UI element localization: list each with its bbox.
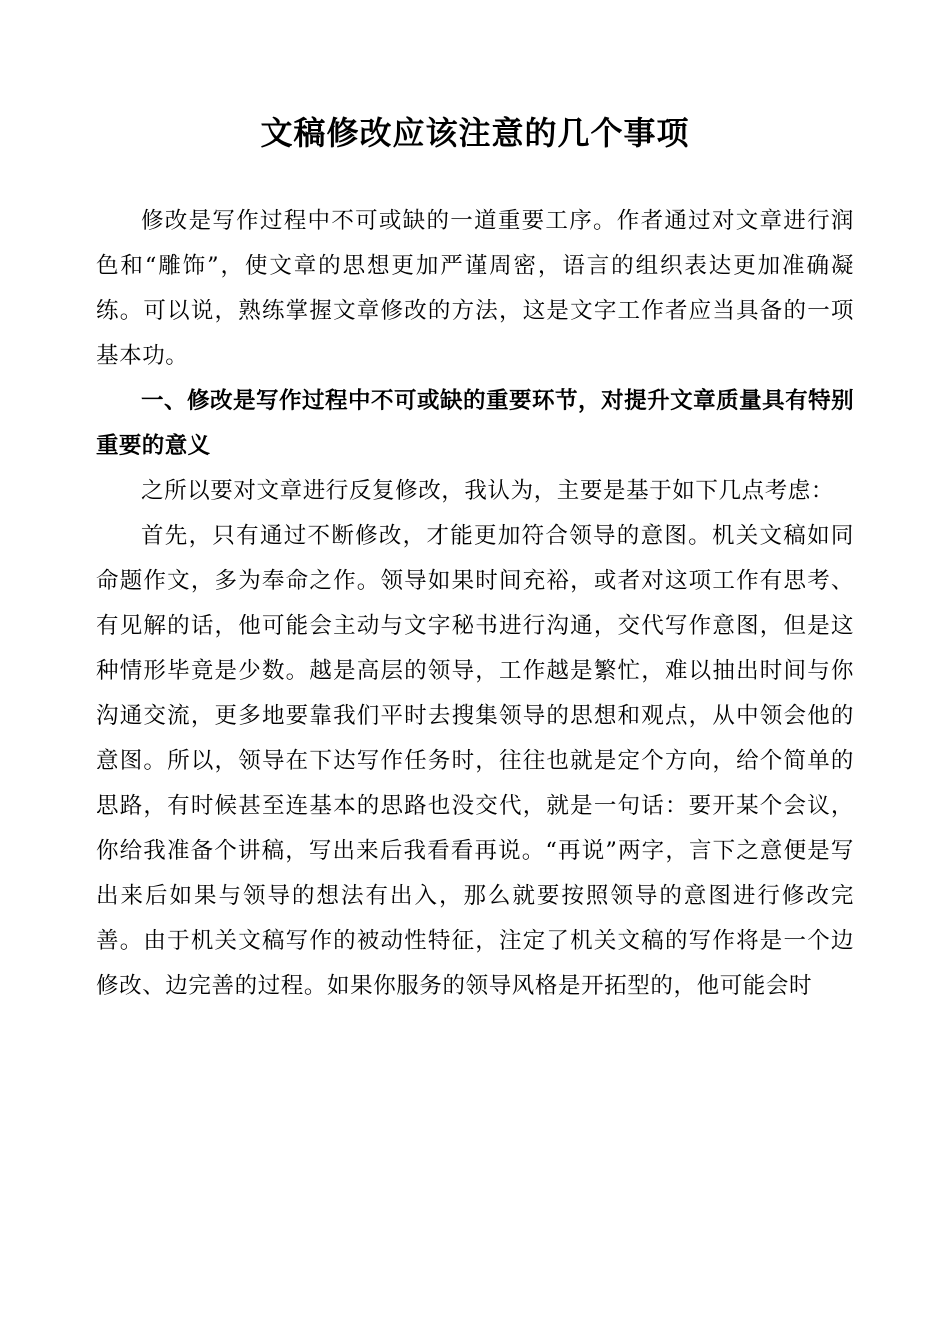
paragraph-first-reason: 首先，只有通过不断修改，才能更加符合领导的意图。机关文稿如同命题作文，多为奉命之作。领导如果时间充裕，或者对这项工作有思考、有见解的话，他可能会主动与文字秘书进行沟通，交代写作意图，但是这种情形毕竟是少数。越是高层的领导，工作越是繁忙，难以抽出时间与你沟通交流，更多地要靠我们平时去搜集领导的思想和观点，从中领会他的意图。所以，领导在下达写作任务时，往往也就是定个方向，给个简单的思路，有时候甚至连基本的思路也没交代，就是一句话：要开某个会议，你给我准备个讲稿，写出来后我看看再说。“再说”两字，言下之意便是写出来后如果与领导的想法有出入，那么就要按照领导的意图进行修改完善。由于机关文稿写作的被动性特征，注定了机关文稿的写作将是一个边修改、边完善的过程。如果你服务的领导风格是开拓型的，他可能会时 [96,523,854,1000]
section-heading-1: 一、修改是写作过程中不可或缺的重要环节，对提升文章质量具有特别重要的意义 [96,388,854,460]
paragraph-intro: 修改是写作过程中不可或缺的一道重要工序。作者通过对文章进行润色和“雕饰”，使文章的思想更加严谨周密，语言的组织表达更加准确凝练。可以说，熟练掌握文章修改的方法，这是文字工作者应当具备的一项基本功。 [96,208,854,370]
page-title: 文稿修改应该注意的几个事项 [260,114,690,152]
paragraph-reasons-lead: 之所以要对文章进行反复修改，我认为，主要是基于如下几点考虑： [141,478,835,505]
document-body [96,199,854,1009]
